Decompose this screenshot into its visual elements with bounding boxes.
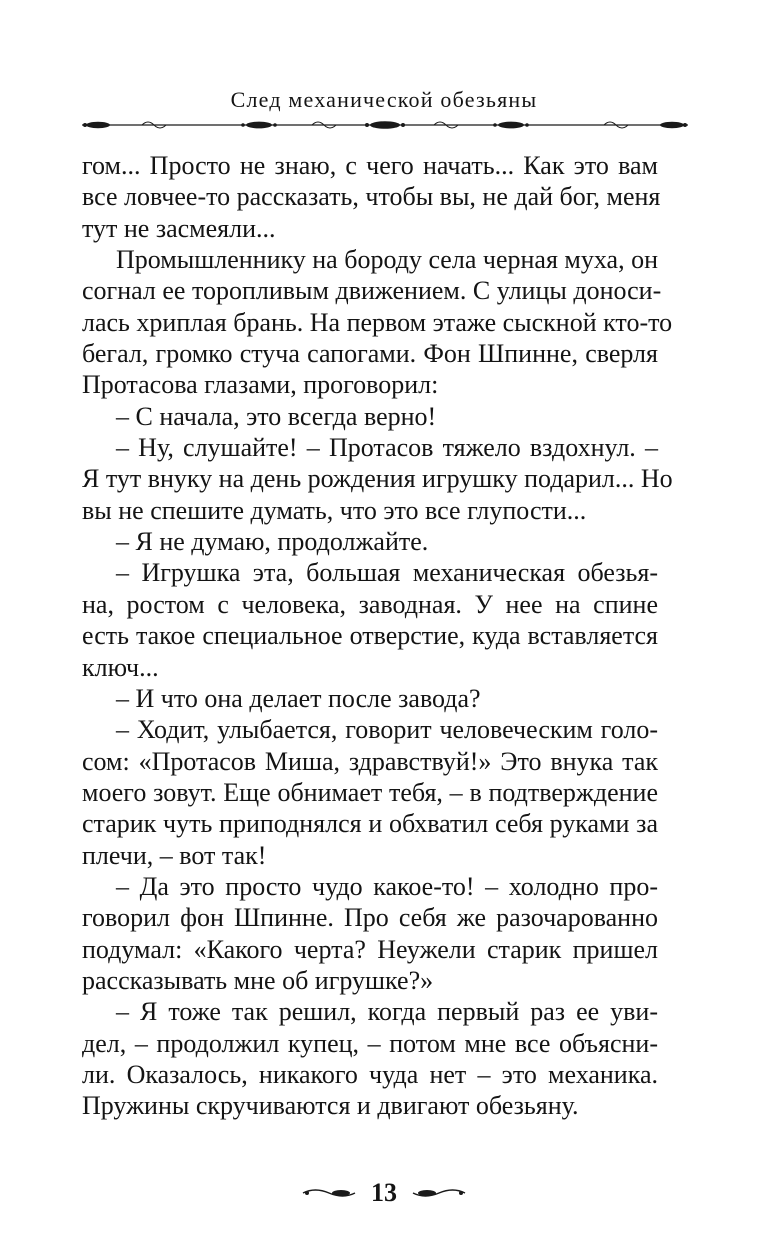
text-line: лась хриплая брань. На первом этаже сыскной кто-то (82, 307, 673, 337)
text-line: – С начала, это всегда верно! (116, 401, 437, 431)
text-line: плечи, – вот так! (82, 840, 267, 870)
text-line: сом: «Протасов Миша, здравствуй!» Это внука так (82, 746, 658, 776)
running-title: След механической обезьяны (230, 87, 538, 112)
text-line: подумал: «Какого черта? Неужели старик пришел (82, 934, 658, 964)
paragraph (82, 683, 658, 714)
text-line: тут не засмеяли... (82, 213, 276, 243)
text-line: говорил фон Шпинне. Про себя же разочарованно (82, 903, 658, 933)
text-line: – Я тоже так решил, когда первый раз ее уви- (116, 997, 658, 1027)
paragraph (82, 401, 658, 432)
text-line: рассказывать мне об игрушке?» (82, 965, 434, 995)
paragraph (82, 557, 658, 682)
text-line: бегал, громко стуча сапогами. Фон Шпинне, сверля (82, 339, 658, 369)
paragraph (82, 244, 673, 401)
text-line: Протасова глазами, проговорил: (82, 370, 439, 400)
ornament-rule (82, 116, 688, 134)
text-line: есть такое специальное отверстие, куда вставляется (82, 621, 658, 651)
paragraph (82, 150, 661, 244)
paragraph (82, 432, 673, 526)
text-line: ли. Оказалось, никакого чуда нет – это механика. (82, 1059, 658, 1089)
page-number: 13 (371, 1178, 397, 1207)
text-line: – Да это просто чудо какое-то! – холодно про- (116, 871, 658, 901)
paragraph (82, 871, 658, 996)
right-ornament-icon (411, 1186, 467, 1200)
text-line: Промышленнику на бороду села черная муха, он (116, 245, 658, 275)
text-line: согнал ее торопливым движением. С улицы доноси- (82, 276, 662, 306)
text-line: все ловчее-то рассказать, чтобы вы, не дай бог, меня (82, 182, 661, 212)
body-text (82, 150, 673, 1122)
text-line: гом... Просто не знаю, с чего начать... Как это вам (82, 151, 658, 180)
left-ornament-icon (301, 1186, 357, 1200)
text-line: старик чуть приподнялся и обхватил себя руками за (82, 809, 658, 839)
text-line: – И что она делает после завода? (116, 683, 481, 713)
text-line: Я тут внуку на день рождения игрушку подарил... Но (82, 464, 673, 494)
text-line: на, ростом с человека, заводная. У нее на спине (82, 589, 658, 619)
text-line: ключ... (82, 652, 159, 682)
paragraph (82, 996, 658, 1121)
paragraph (82, 714, 658, 871)
text-line: вы не спешите думать, что это все глупости... (82, 495, 587, 525)
text-line: – Я не думаю, продолжайте. (116, 527, 429, 557)
text-line: – Игрушка эта, большая механическая обезья- (116, 558, 658, 588)
text-line: – Ну, слушайте! – Протасов тяжело вздохнул. – (116, 433, 658, 463)
text-line: Пружины скручиваются и двигают обезьяну. (82, 1091, 579, 1121)
page-number-block (0, 1178, 768, 1208)
paragraph (82, 526, 658, 557)
text-line: дел, – продолжил купец, – потом мне все объясни- (82, 1028, 658, 1058)
text-line: моего зовут. Еще обнимает тебя, – в подтверждение (82, 777, 658, 807)
text-line: – Ходит, улыбается, говорит человеческим голо- (116, 715, 658, 745)
